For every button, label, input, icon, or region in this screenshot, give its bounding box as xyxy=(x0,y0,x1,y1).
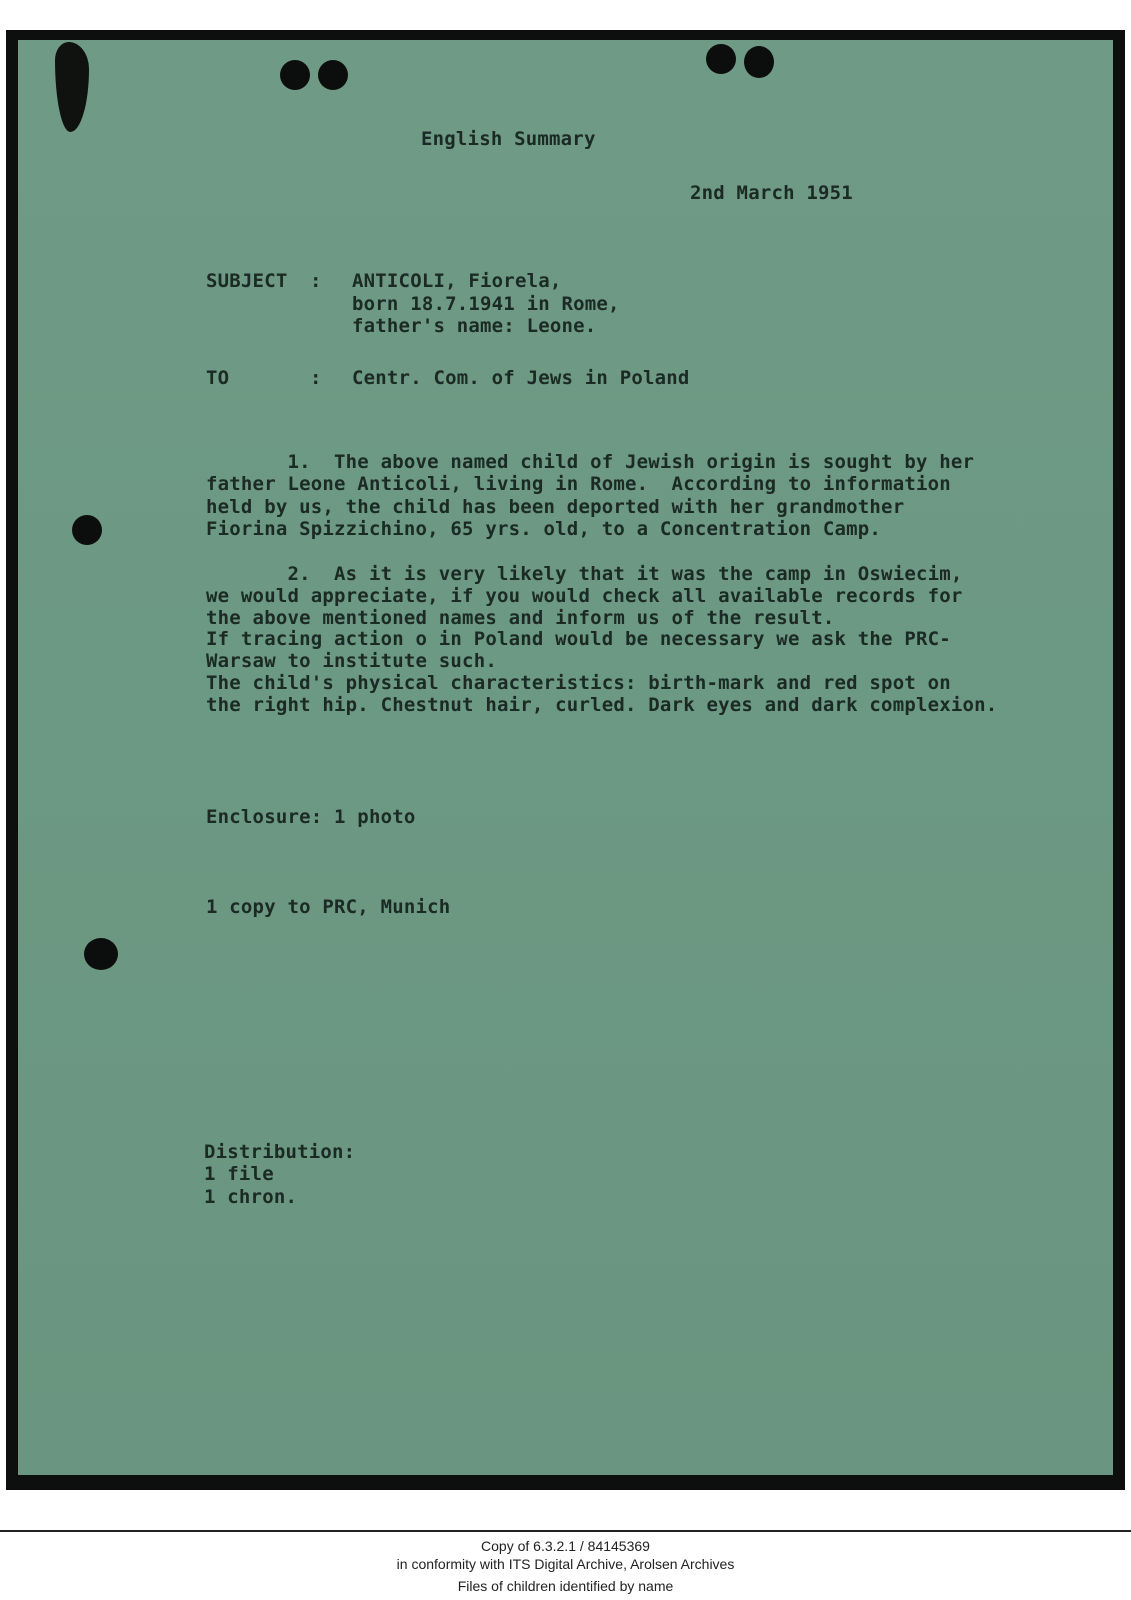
punch-hole-5 xyxy=(72,515,102,545)
footer-collection: Files of children identified by name xyxy=(457,1578,674,1594)
paragraph-2-line: The child's physical characteristics: birth-mark and red spot on xyxy=(206,672,951,694)
footer-copy-reference: Copy of 6.3.2.1 / 84145369 xyxy=(481,1538,650,1554)
enclosure-note: Enclosure: 1 photo xyxy=(206,806,416,828)
distribution-label: Distribution: xyxy=(204,1141,356,1163)
paragraph-1-line: father Leone Anticoli, living in Rome. According to information xyxy=(206,473,951,495)
copy-to-note: 1 copy to PRC, Munich xyxy=(206,896,451,918)
subject-separator: : xyxy=(310,270,322,292)
paragraph-2-line: the right hip. Chestnut hair, curled. Dark eyes and dark complexion. xyxy=(206,694,998,716)
paragraph-2-line: If tracing action o in Poland would be necessary we ask the PRC- xyxy=(206,628,951,650)
subject-birth: born 18.7.1941 in Rome, xyxy=(352,293,620,315)
document-date: 2nd March 1951 xyxy=(690,182,853,204)
paragraph-1-line: held by us, the child has been deported with her grandmother xyxy=(206,496,905,518)
paragraph-2-line: Warsaw to institute such. xyxy=(206,650,497,672)
document-page xyxy=(18,40,1113,1475)
to-separator: : xyxy=(310,367,322,389)
punch-hole-6 xyxy=(84,938,118,970)
footer-divider xyxy=(0,1530,1131,1532)
distribution-item: 1 file xyxy=(204,1163,274,1185)
subject-name: ANTICOLI, Fiorela, xyxy=(352,270,562,292)
punch-hole-4 xyxy=(744,46,774,78)
document-heading: English Summary xyxy=(421,128,596,150)
paragraph-2-line: the above mentioned names and inform us of the result. xyxy=(206,607,835,629)
footer-conformity: in conformity with ITS Digital Archive, Arolsen Archives xyxy=(396,1556,735,1572)
paragraph-2-line: we would appreciate, if you would check all available records for xyxy=(206,585,963,607)
paragraph-1-line: Fiorina Spizzichino, 65 yrs. old, to a Concentration Camp. xyxy=(206,518,882,540)
paragraph-1-line: 1. The above named child of Jewish origin is sought by her xyxy=(206,451,975,473)
paragraph-2-line: 2. As it is very likely that it was the camp in Oswiecim, xyxy=(206,563,963,585)
distribution-item: 1 chron. xyxy=(204,1186,298,1208)
subject-father: father's name: Leone. xyxy=(352,315,597,337)
punch-hole-3 xyxy=(706,44,736,74)
to-label: TO xyxy=(206,367,230,389)
subject-label: SUBJECT xyxy=(206,270,288,292)
punch-hole-2 xyxy=(318,60,348,90)
punch-hole-1 xyxy=(280,60,310,90)
to-recipient: Centr. Com. of Jews in Poland xyxy=(352,367,690,389)
